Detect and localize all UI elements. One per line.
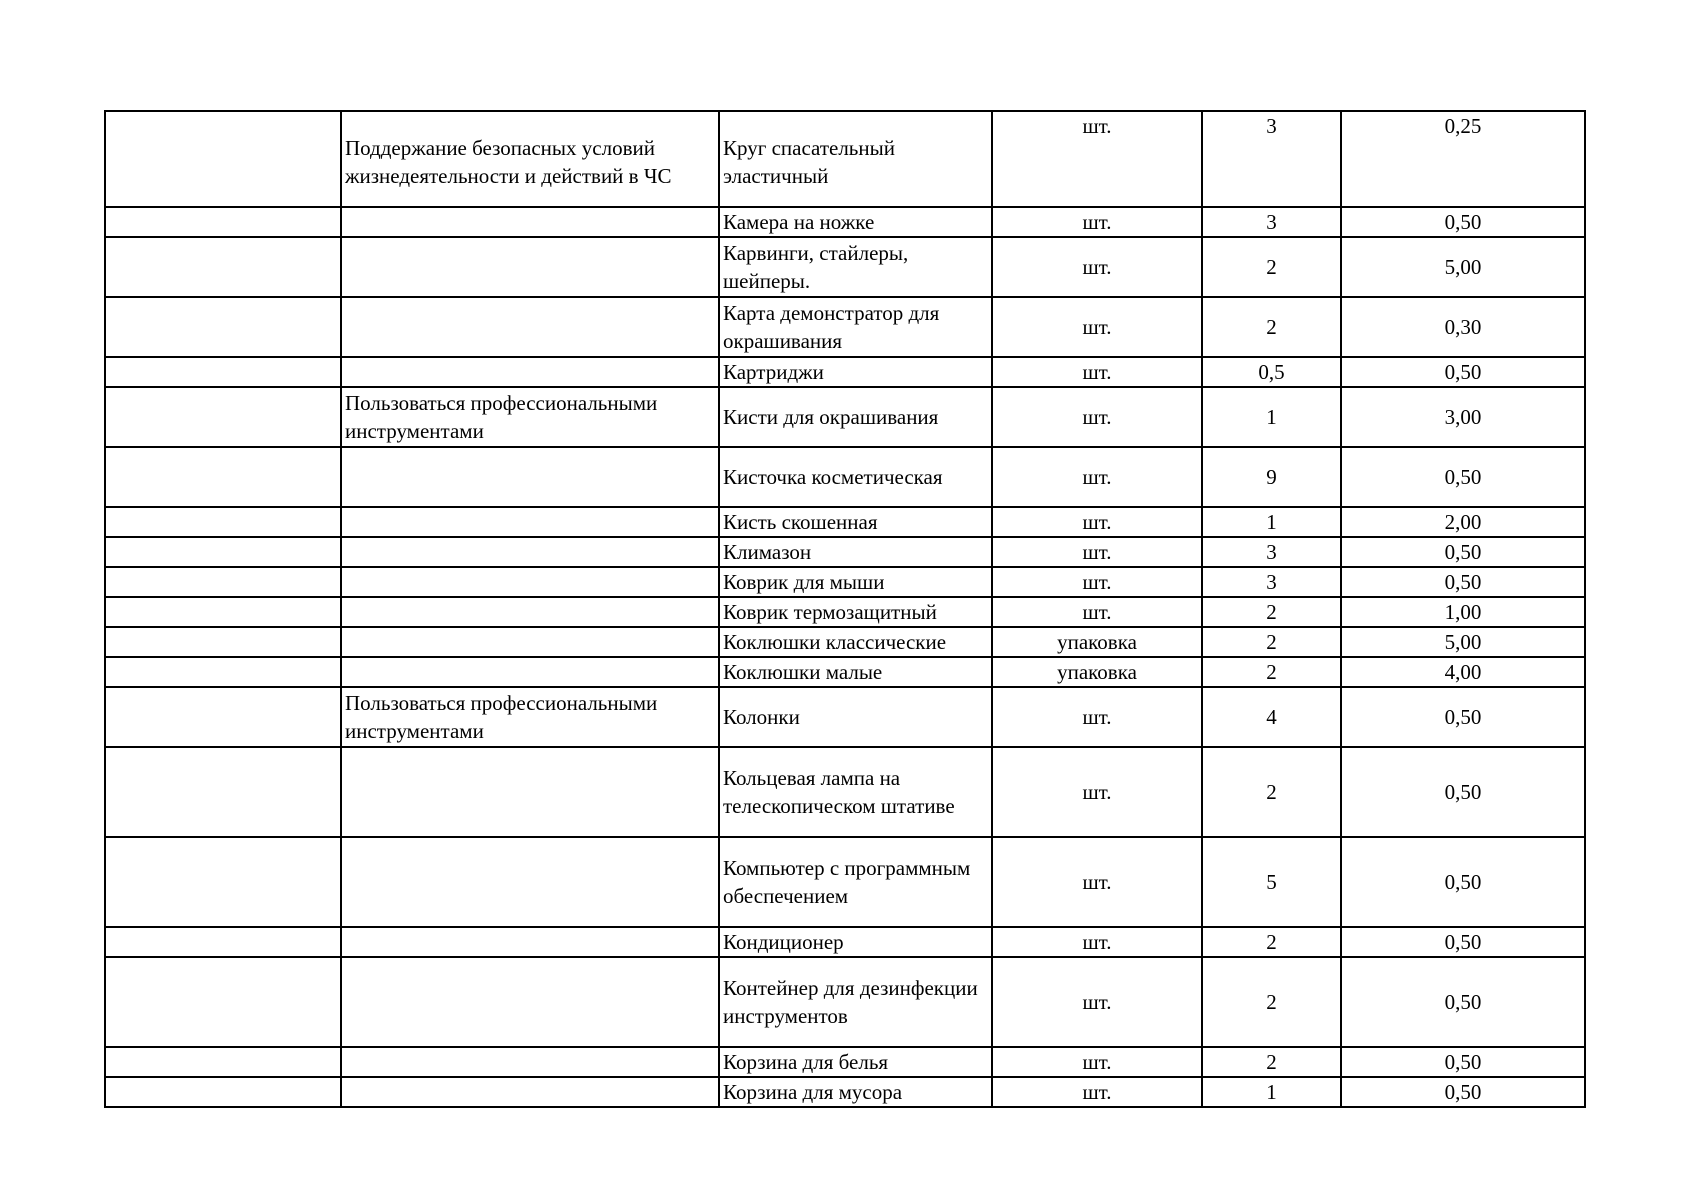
cell-qty: 2: [1202, 1047, 1341, 1077]
table-row: [105, 1047, 1585, 1077]
cell-col1: [105, 627, 341, 657]
cell-qty: 4: [1202, 687, 1341, 747]
cell-item: Кисти для окрашивания: [719, 387, 992, 447]
cell-item: Карвинги, стайлеры, шейперы.: [719, 237, 992, 297]
cell-competence: Пользоваться профессиональными инструментами: [341, 387, 719, 447]
cell-item: Корзина для белья: [719, 1047, 992, 1077]
cell-qty: 3: [1202, 111, 1341, 207]
table-row: [105, 237, 1585, 297]
cell-unit: шт.: [992, 837, 1202, 927]
cell-competence: [341, 207, 719, 237]
cell-qty: 2: [1202, 747, 1341, 837]
cell-unit: шт.: [992, 297, 1202, 357]
cell-qty: 1: [1202, 1077, 1341, 1107]
cell-competence: [341, 957, 719, 1047]
cell-norm: 0,50: [1341, 207, 1585, 237]
cell-qty: 3: [1202, 567, 1341, 597]
cell-qty: 3: [1202, 207, 1341, 237]
cell-norm: 0,50: [1341, 357, 1585, 387]
cell-col1: [105, 597, 341, 627]
cell-norm: 0,50: [1341, 927, 1585, 957]
cell-item: Коклюшки классические: [719, 627, 992, 657]
table-row: [105, 567, 1585, 597]
cell-norm: 0,50: [1341, 957, 1585, 1047]
cell-competence: [341, 747, 719, 837]
cell-col1: [105, 507, 341, 537]
cell-competence: [341, 237, 719, 297]
cell-competence: [341, 537, 719, 567]
cell-norm: 0,25: [1341, 111, 1585, 207]
cell-item: Контейнер для дезинфекции инструментов: [719, 957, 992, 1047]
cell-competence: [341, 927, 719, 957]
cell-unit: шт.: [992, 357, 1202, 387]
cell-col1: [105, 1047, 341, 1077]
cell-competence: [341, 597, 719, 627]
cell-item: Камера на ножке: [719, 207, 992, 237]
cell-competence: [341, 657, 719, 687]
table-row: [105, 1077, 1585, 1107]
cell-item: Кольцевая лампа на телескопическом штативе: [719, 747, 992, 837]
cell-col1: [105, 837, 341, 927]
table-row: [105, 111, 1585, 207]
cell-unit: шт.: [992, 537, 1202, 567]
cell-competence: [341, 297, 719, 357]
cell-qty: 2: [1202, 927, 1341, 957]
cell-unit: шт.: [992, 597, 1202, 627]
cell-col1: [105, 687, 341, 747]
table-row: [105, 657, 1585, 687]
cell-unit: шт.: [992, 687, 1202, 747]
table-row: [105, 687, 1585, 747]
table-row: [105, 507, 1585, 537]
cell-item: Коклюшки малые: [719, 657, 992, 687]
cell-unit: шт.: [992, 957, 1202, 1047]
cell-unit: шт.: [992, 387, 1202, 447]
table-row: [105, 597, 1585, 627]
cell-item: Колонки: [719, 687, 992, 747]
cell-col1: [105, 207, 341, 237]
cell-col1: [105, 927, 341, 957]
cell-qty: 2: [1202, 237, 1341, 297]
cell-col1: [105, 447, 341, 507]
cell-norm: 0,50: [1341, 747, 1585, 837]
cell-competence: [341, 1077, 719, 1107]
cell-norm: 0,50: [1341, 537, 1585, 567]
table-row: [105, 957, 1585, 1047]
table-row: [105, 537, 1585, 567]
cell-item: Компьютер с программным обеспечением: [719, 837, 992, 927]
cell-norm: 0,50: [1341, 837, 1585, 927]
cell-unit: шт.: [992, 447, 1202, 507]
cell-norm: 0,50: [1341, 687, 1585, 747]
cell-norm: 0,50: [1341, 1077, 1585, 1107]
cell-competence: [341, 357, 719, 387]
cell-competence: Поддержание безопасных условий жизнедеятельности и действий в ЧС: [341, 111, 719, 207]
cell-item: Картриджи: [719, 357, 992, 387]
cell-qty: 1: [1202, 507, 1341, 537]
cell-col1: [105, 957, 341, 1047]
cell-unit: шт.: [992, 1047, 1202, 1077]
cell-qty: 2: [1202, 597, 1341, 627]
cell-norm: 0,50: [1341, 447, 1585, 507]
cell-norm: 0,30: [1341, 297, 1585, 357]
cell-unit: упаковка: [992, 657, 1202, 687]
cell-competence: [341, 837, 719, 927]
equipment-table: [104, 110, 1586, 1108]
cell-norm: 0,50: [1341, 567, 1585, 597]
cell-competence: Пользоваться профессиональными инструментами: [341, 687, 719, 747]
cell-competence: [341, 627, 719, 657]
cell-norm: 1,00: [1341, 597, 1585, 627]
cell-item: Кисточка косметическая: [719, 447, 992, 507]
cell-col1: [105, 537, 341, 567]
table-row: [105, 207, 1585, 237]
cell-item: Кисть скошенная: [719, 507, 992, 537]
cell-col1: [105, 657, 341, 687]
cell-qty: 5: [1202, 837, 1341, 927]
cell-item: Климазон: [719, 537, 992, 567]
cell-norm: 4,00: [1341, 657, 1585, 687]
cell-qty: 2: [1202, 657, 1341, 687]
cell-unit: упаковка: [992, 627, 1202, 657]
cell-unit: шт.: [992, 207, 1202, 237]
cell-qty: 3: [1202, 537, 1341, 567]
cell-unit: шт.: [992, 927, 1202, 957]
cell-col1: [105, 357, 341, 387]
table-row: [105, 357, 1585, 387]
cell-unit: шт.: [992, 237, 1202, 297]
cell-norm: 2,00: [1341, 507, 1585, 537]
cell-competence: [341, 1047, 719, 1077]
table-row: [105, 387, 1585, 447]
table-row: [105, 447, 1585, 507]
cell-item: Карта демонстратор для окрашивания: [719, 297, 992, 357]
cell-unit: шт.: [992, 747, 1202, 837]
table-row: [105, 747, 1585, 837]
cell-item: Корзина для мусора: [719, 1077, 992, 1107]
cell-qty: 9: [1202, 447, 1341, 507]
cell-col1: [105, 1077, 341, 1107]
cell-qty: 1: [1202, 387, 1341, 447]
cell-unit: шт.: [992, 111, 1202, 207]
cell-competence: [341, 567, 719, 597]
cell-item: Круг спасательный эластичный: [719, 111, 992, 207]
cell-col1: [105, 567, 341, 597]
table-row: [105, 297, 1585, 357]
cell-norm: 0,50: [1341, 1047, 1585, 1077]
cell-qty: 0,5: [1202, 357, 1341, 387]
cell-item: Кондиционер: [719, 927, 992, 957]
cell-unit: шт.: [992, 567, 1202, 597]
table-row: [105, 927, 1585, 957]
cell-col1: [105, 747, 341, 837]
cell-norm: 3,00: [1341, 387, 1585, 447]
cell-col1: [105, 387, 341, 447]
cell-unit: шт.: [992, 507, 1202, 537]
cell-norm: 5,00: [1341, 627, 1585, 657]
cell-qty: 2: [1202, 957, 1341, 1047]
cell-unit: шт.: [992, 1077, 1202, 1107]
cell-competence: [341, 447, 719, 507]
cell-competence: [341, 507, 719, 537]
cell-col1: [105, 111, 341, 207]
cell-col1: [105, 237, 341, 297]
table-row: [105, 627, 1585, 657]
cell-col1: [105, 297, 341, 357]
cell-item: Коврик термозащитный: [719, 597, 992, 627]
cell-qty: 2: [1202, 297, 1341, 357]
table-row: [105, 837, 1585, 927]
cell-norm: 5,00: [1341, 237, 1585, 297]
cell-item: Коврик для мыши: [719, 567, 992, 597]
cell-qty: 2: [1202, 627, 1341, 657]
